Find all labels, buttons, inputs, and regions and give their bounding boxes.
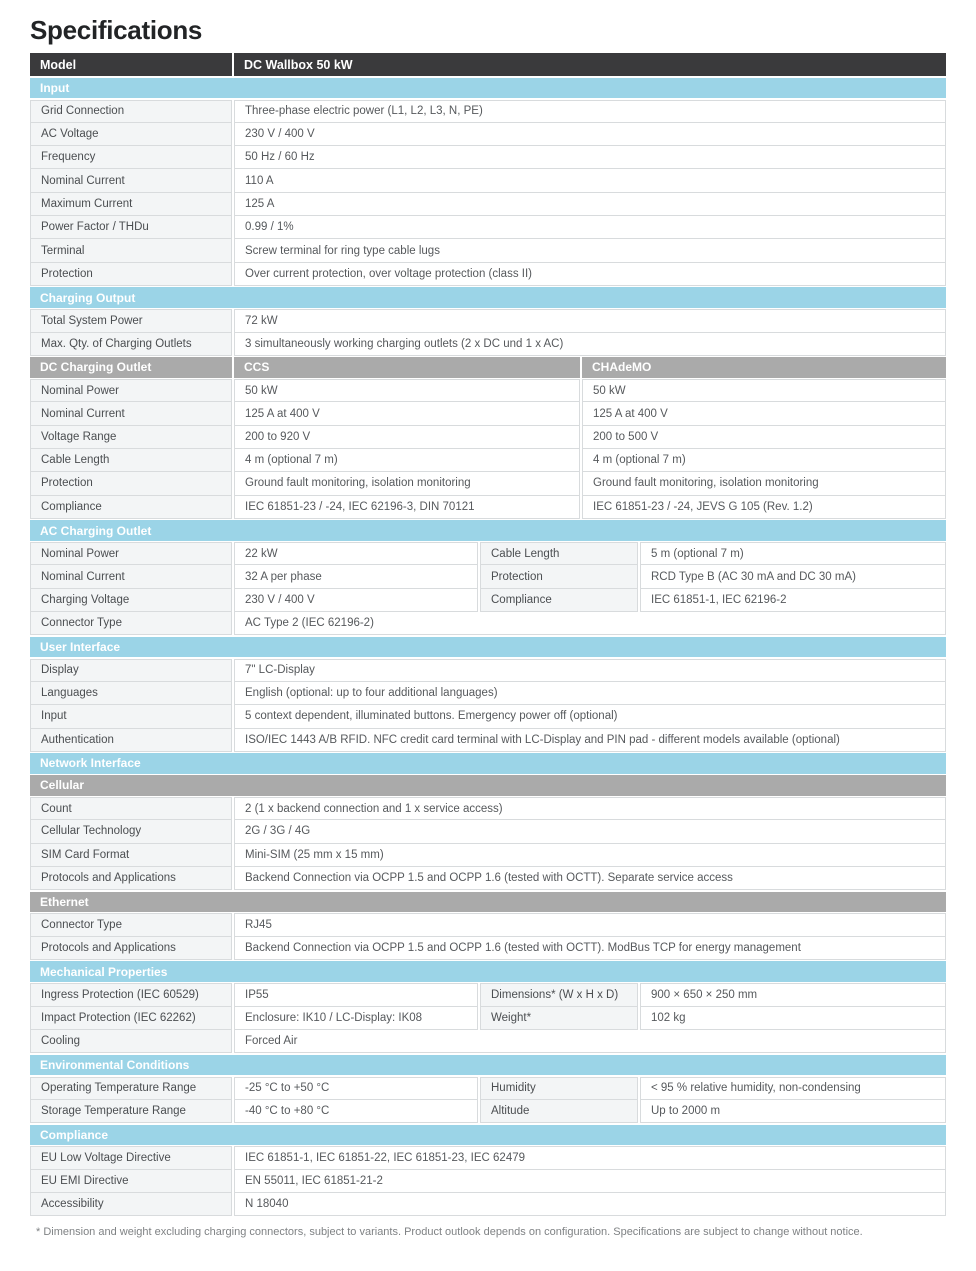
spec-row <box>30 333 946 356</box>
spec-value: -25 °C to +50 °C <box>234 1077 478 1100</box>
spec-value: IEC 61851-1, IEC 61851-22, IEC 61851-23, IEC 62479 <box>234 1146 946 1169</box>
spec-value: 4 m (optional 7 m) <box>582 449 946 472</box>
spec-label: Terminal <box>30 239 232 262</box>
spec-label: Max. Qty. of Charging Outlets <box>30 333 232 356</box>
spec-value: 125 A at 400 V <box>582 402 946 425</box>
spec-label: Grid Connection <box>30 100 232 123</box>
section-mechanical-properties <box>30 961 946 1053</box>
section-header-compliance <box>30 1125 946 1146</box>
page <box>0 15 976 1239</box>
spec-row <box>30 146 946 169</box>
section-header-user-interface <box>30 637 946 658</box>
spec-row <box>30 402 946 425</box>
spec-label: Cable Length <box>480 542 638 565</box>
spec-value: 72 kW <box>234 309 946 332</box>
spec-row <box>30 867 946 890</box>
spec-value: N 18040 <box>234 1193 946 1216</box>
spec-row <box>30 937 946 960</box>
spec-label: Impact Protection (IEC 62262) <box>30 1007 232 1030</box>
section-compliance <box>30 1125 946 1217</box>
spec-label: Altitude <box>480 1100 638 1123</box>
spec-value: IP55 <box>234 983 478 1006</box>
spec-row <box>30 729 946 752</box>
section-title: DC Charging Outlet <box>30 357 232 378</box>
spec-label: SIM Card Format <box>30 844 232 867</box>
spec-row <box>30 263 946 286</box>
section-header-input <box>30 78 946 99</box>
spec-value: Three-phase electric power (L1, L2, L3, N, PE) <box>234 100 946 123</box>
spec-label: Languages <box>30 682 232 705</box>
spec-label: Ingress Protection (IEC 60529) <box>30 983 232 1006</box>
section-title: Ethernet <box>30 892 946 913</box>
spec-row <box>30 449 946 472</box>
spec-value: 0.99 / 1% <box>234 216 946 239</box>
spec-label: Protection <box>480 565 638 588</box>
spec-row <box>30 1007 946 1030</box>
spec-row <box>30 1030 946 1053</box>
spec-value: 50 kW <box>582 379 946 402</box>
spec-label: EU EMI Directive <box>30 1170 232 1193</box>
spec-value: AC Type 2 (IEC 62196-2) <box>234 612 946 635</box>
spec-label: Protocols and Applications <box>30 867 232 890</box>
spec-value: 50 Hz / 60 Hz <box>234 146 946 169</box>
spec-label: Maximum Current <box>30 193 232 216</box>
spec-row <box>30 542 946 565</box>
section-user-interface <box>30 637 946 752</box>
spec-label: Accessibility <box>30 1193 232 1216</box>
spec-value: Screw terminal for ring type cable lugs <box>234 239 946 262</box>
spec-value: 22 kW <box>234 542 478 565</box>
spec-label: Cable Length <box>30 449 232 472</box>
spec-row <box>30 705 946 728</box>
spec-label: Display <box>30 659 232 682</box>
section-header-ethernet <box>30 892 946 913</box>
spec-value: 32 A per phase <box>234 565 478 588</box>
spec-value: 5 m (optional 7 m) <box>640 542 946 565</box>
spec-label: Voltage Range <box>30 426 232 449</box>
spec-value: English (optional: up to four additional languages) <box>234 682 946 705</box>
model-header-label: Model <box>30 53 232 76</box>
section-cellular <box>30 775 946 890</box>
section-header-environmental-conditions <box>30 1055 946 1076</box>
spec-row <box>30 1077 946 1100</box>
spec-value: 110 A <box>234 169 946 192</box>
spec-row <box>30 682 946 705</box>
spec-label: Dimensions* (W x H x D) <box>480 983 638 1006</box>
section-network-interface <box>30 753 946 774</box>
spec-label: Cellular Technology <box>30 820 232 843</box>
spec-label: Authentication <box>30 729 232 752</box>
spec-row <box>30 820 946 843</box>
spec-row <box>30 1100 946 1123</box>
section-charging-output <box>30 287 946 355</box>
spec-value: IEC 61851-23 / -24, JEVS G 105 (Rev. 1.2) <box>582 496 946 519</box>
spec-value: Ground fault monitoring, isolation monitoring <box>234 472 580 495</box>
spec-row <box>30 379 946 402</box>
spec-value: 2G / 3G / 4G <box>234 820 946 843</box>
model-header-value: DC Wallbox 50 kW <box>234 53 946 76</box>
spec-row <box>30 913 946 936</box>
section-title: Charging Output <box>30 287 946 308</box>
spec-label: Connector Type <box>30 612 232 635</box>
section-environmental-conditions <box>30 1055 946 1123</box>
spec-value: Mini-SIM (25 mm x 15 mm) <box>234 844 946 867</box>
section-input <box>30 78 946 286</box>
spec-label: Nominal Power <box>30 379 232 402</box>
spec-value: 102 kg <box>640 1007 946 1030</box>
spec-row <box>30 983 946 1006</box>
spec-value: EN 55011, IEC 61851-21-2 <box>234 1170 946 1193</box>
spec-value: < 95 % relative humidity, non-condensing <box>640 1077 946 1100</box>
spec-label: Operating Temperature Range <box>30 1077 232 1100</box>
spec-value: 5 context dependent, illuminated buttons. Emergency power off (optional) <box>234 705 946 728</box>
spec-value: 3 simultaneously working charging outlets (2 x DC und 1 x AC) <box>234 333 946 356</box>
spec-row <box>30 589 946 612</box>
spec-row <box>30 1170 946 1193</box>
section-title: Mechanical Properties <box>30 961 946 982</box>
section-ac-charging-outlet <box>30 520 946 635</box>
section-ethernet <box>30 892 946 960</box>
spec-value: 7" LC-Display <box>234 659 946 682</box>
spec-row <box>30 496 946 519</box>
spec-value: Over current protection, over voltage protection (class II) <box>234 263 946 286</box>
spec-label: Nominal Current <box>30 565 232 588</box>
specifications-table <box>30 53 946 1216</box>
spec-value: IEC 61851-23 / -24, IEC 62196-3, DIN 70121 <box>234 496 580 519</box>
spec-row <box>30 100 946 123</box>
spec-value: 900 × 650 × 250 mm <box>640 983 946 1006</box>
spec-label: Compliance <box>480 589 638 612</box>
spec-label: Input <box>30 705 232 728</box>
spec-label: Protocols and Applications <box>30 937 232 960</box>
spec-label: Compliance <box>30 496 232 519</box>
spec-label: Charging Voltage <box>30 589 232 612</box>
spec-row <box>30 565 946 588</box>
spec-value: Forced Air <box>234 1030 946 1053</box>
spec-row <box>30 426 946 449</box>
spec-row <box>30 472 946 495</box>
spec-value: Ground fault monitoring, isolation monitoring <box>582 472 946 495</box>
spec-label: Protection <box>30 472 232 495</box>
spec-row <box>30 309 946 332</box>
spec-row <box>30 844 946 867</box>
spec-value: IEC 61851-1, IEC 62196-2 <box>640 589 946 612</box>
section-header-ac-charging-outlet <box>30 520 946 541</box>
footnote: * Dimension and weight excluding charging connectors, subject to variants. Product outlook depends on configuration. Specifications are subject to change without notice. <box>36 1226 863 1239</box>
section-title: User Interface <box>30 637 946 658</box>
spec-label: Power Factor / THDu <box>30 216 232 239</box>
spec-label: AC Voltage <box>30 123 232 146</box>
spec-row <box>30 193 946 216</box>
section-header-dc-charging-outlet <box>30 357 946 378</box>
section-title: Cellular <box>30 775 946 796</box>
spec-label: Count <box>30 797 232 820</box>
subcolumn-header-chademo: CHAdeMO <box>582 357 946 378</box>
spec-row <box>30 1146 946 1169</box>
section-header-mechanical-properties <box>30 961 946 982</box>
spec-value: 200 to 500 V <box>582 426 946 449</box>
page-title: Specifications <box>30 15 203 45</box>
spec-row <box>30 1193 946 1216</box>
spec-label: Nominal Current <box>30 402 232 425</box>
spec-label: EU Low Voltage Directive <box>30 1146 232 1169</box>
model-header-row <box>30 53 946 76</box>
spec-label: Total System Power <box>30 309 232 332</box>
section-header-cellular <box>30 775 946 796</box>
spec-value: -40 °C to +80 °C <box>234 1100 478 1123</box>
spec-label: Nominal Power <box>30 542 232 565</box>
section-title: Network Interface <box>30 753 946 774</box>
spec-label: Connector Type <box>30 913 232 936</box>
section-header-charging-output <box>30 287 946 308</box>
spec-label: Nominal Current <box>30 169 232 192</box>
spec-label: Weight* <box>480 1007 638 1030</box>
spec-value: 4 m (optional 7 m) <box>234 449 580 472</box>
spec-row <box>30 797 946 820</box>
spec-table-body <box>30 78 946 1217</box>
spec-row <box>30 612 946 635</box>
spec-value: Backend Connection via OCPP 1.5 and OCPP 1.6 (tested with OCTT). Separate service access <box>234 867 946 890</box>
spec-value: 125 A <box>234 193 946 216</box>
spec-value: 50 kW <box>234 379 580 402</box>
section-header-network-interface <box>30 753 946 774</box>
spec-row <box>30 659 946 682</box>
section-title: Input <box>30 78 946 99</box>
spec-value: 125 A at 400 V <box>234 402 580 425</box>
section-title: Environmental Conditions <box>30 1055 946 1076</box>
spec-label: Storage Temperature Range <box>30 1100 232 1123</box>
section-title: AC Charging Outlet <box>30 520 946 541</box>
spec-value: 230 V / 400 V <box>234 589 478 612</box>
spec-value: RJ45 <box>234 913 946 936</box>
spec-label: Protection <box>30 263 232 286</box>
spec-row <box>30 239 946 262</box>
spec-label: Cooling <box>30 1030 232 1053</box>
subcolumn-header-ccs: CCS <box>234 357 580 378</box>
spec-value: ISO/IEC 1443 A/B RFID. NFC credit card terminal with LC-Display and PIN pad - different models available (optional) <box>234 729 946 752</box>
spec-label: Frequency <box>30 146 232 169</box>
spec-row <box>30 169 946 192</box>
spec-value: 2 (1 x backend connection and 1 x service access) <box>234 797 946 820</box>
spec-value: Backend Connection via OCPP 1.5 and OCPP 1.6 (tested with OCTT). ModBus TCP for energy management <box>234 937 946 960</box>
spec-row <box>30 216 946 239</box>
spec-value: Up to 2000 m <box>640 1100 946 1123</box>
section-title: Compliance <box>30 1125 946 1146</box>
spec-label: Humidity <box>480 1077 638 1100</box>
spec-value: Enclosure: IK10 / LC-Display: IK08 <box>234 1007 478 1030</box>
section-dc-charging-outlet <box>30 357 946 519</box>
spec-value: RCD Type B (AC 30 mA and DC 30 mA) <box>640 565 946 588</box>
spec-value: 200 to 920 V <box>234 426 580 449</box>
spec-row <box>30 123 946 146</box>
spec-value: 230 V / 400 V <box>234 123 946 146</box>
